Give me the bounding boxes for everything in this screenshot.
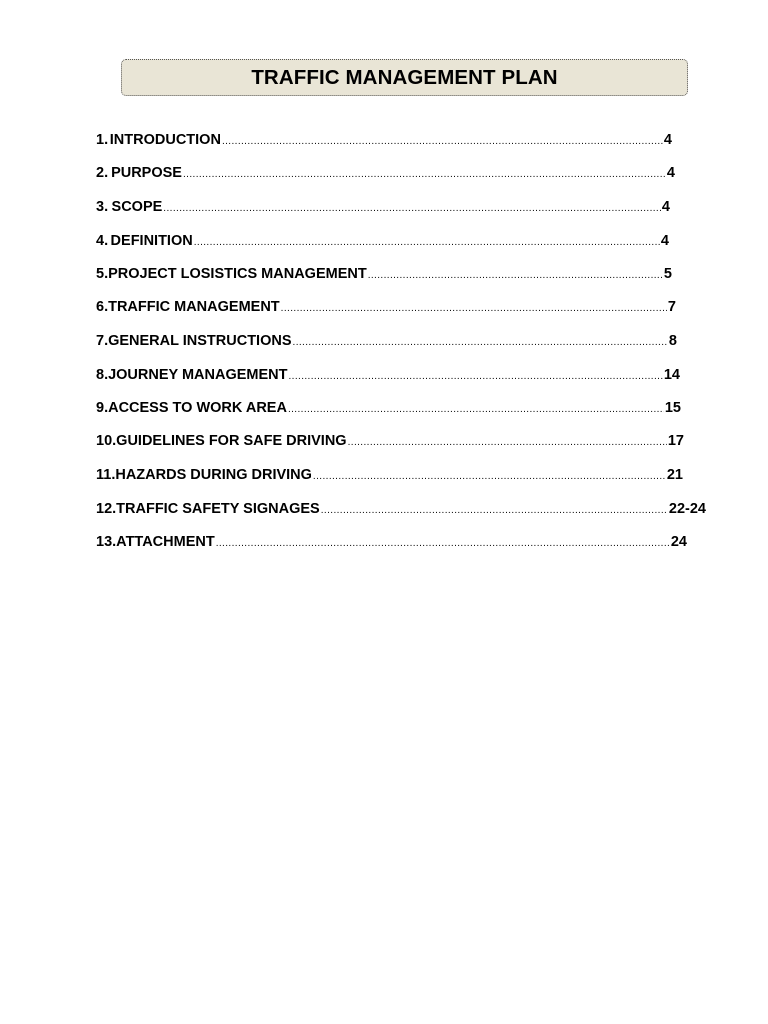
toc-entry-page: 21 [666,467,683,483]
toc-entry [96,131,672,149]
toc-entry-number: 12. [96,501,117,517]
toc-leader-dots [194,236,660,250]
toc-entry [96,366,680,384]
toc-entry-label: HAZARDS DURING DRIVING [115,467,312,483]
toc-entry-number: 1. [96,132,109,148]
toc-entry-label: PURPOSE [111,165,182,181]
toc-leader-dots [321,504,668,518]
toc-leader-dots [348,436,667,450]
toc-entry [96,466,683,484]
toc-entry [96,432,684,450]
toc-entry-page: 5 [663,266,672,282]
toc-leader-dots [368,269,663,283]
toc-entry-number: 10. [96,433,117,449]
toc-entry-page: 4 [666,165,675,181]
toc-entry-number: 9. [96,400,109,416]
toc-leader-dots [281,302,667,316]
toc-entry-page: 24 [670,534,687,550]
toc-entry-label: INTRODUCTION [109,132,221,148]
toc-leader-dots [216,537,670,551]
toc-entry-page: 17 [667,433,684,449]
toc-entry [96,265,672,283]
toc-entry-number: 13. [96,534,117,550]
toc-entry-label: PROJECT LOSISTICS MANAGEMENT [108,266,367,282]
toc-entry-page: 8 [668,333,677,349]
toc-entry-page: 4 [661,199,670,215]
toc-entry-label: TRAFFIC MANAGEMENT [108,299,280,315]
toc-leader-dots [288,370,662,384]
toc-entry-number: 7. [96,333,109,349]
toc-entry-number: 6. [96,299,109,315]
toc-leader-dots [183,168,666,182]
toc-leader-dots [313,470,666,484]
toc-entry-label: DEFINITION [110,233,193,249]
toc-entry-label: SCOPE [111,199,163,215]
toc-entry-label: GUIDELINES FOR SAFE DRIVING [116,433,347,449]
toc-entry-label: ACCESS TO WORK AREA [108,400,287,416]
toc-entry-label: GENERAL INSTRUCTIONS [108,333,292,349]
toc-entry-number: 5. [96,266,109,282]
toc-entry [96,399,681,417]
toc-entry-page: 7 [667,299,676,315]
toc-entry [96,500,706,518]
toc-entry [96,298,676,316]
toc-entry-page: 22-24 [668,501,706,517]
toc-entry-page: 15 [664,400,681,416]
toc-entry-page: 4 [663,132,672,148]
toc-leader-dots [293,336,668,350]
toc-entry-number: 8. [96,367,109,383]
toc-entry-label: TRAFFIC SAFETY SIGNAGES [116,501,320,517]
toc-entry [96,164,675,182]
toc-entry-number: 3. [96,199,109,215]
toc-entry-page: 14 [663,367,680,383]
toc-entry [96,198,670,216]
toc-entry-number: 11. [96,467,116,483]
toc-entry [96,533,687,551]
toc-entry-number: 4. [96,233,109,249]
toc-entry [96,332,677,350]
toc-entry-page: 4 [660,233,669,249]
document-title: TRAFFIC MANAGEMENT PLAN [251,66,558,89]
toc-leader-dots [222,135,663,149]
toc-leader-dots [163,202,661,216]
toc-entry-number: 2. [96,165,109,181]
toc-entry-label: JOURNEY MANAGEMENT [108,367,288,383]
toc-leader-dots [288,403,664,417]
toc-entry [96,232,669,250]
toc-entry-label: ATTACHMENT [116,534,215,550]
